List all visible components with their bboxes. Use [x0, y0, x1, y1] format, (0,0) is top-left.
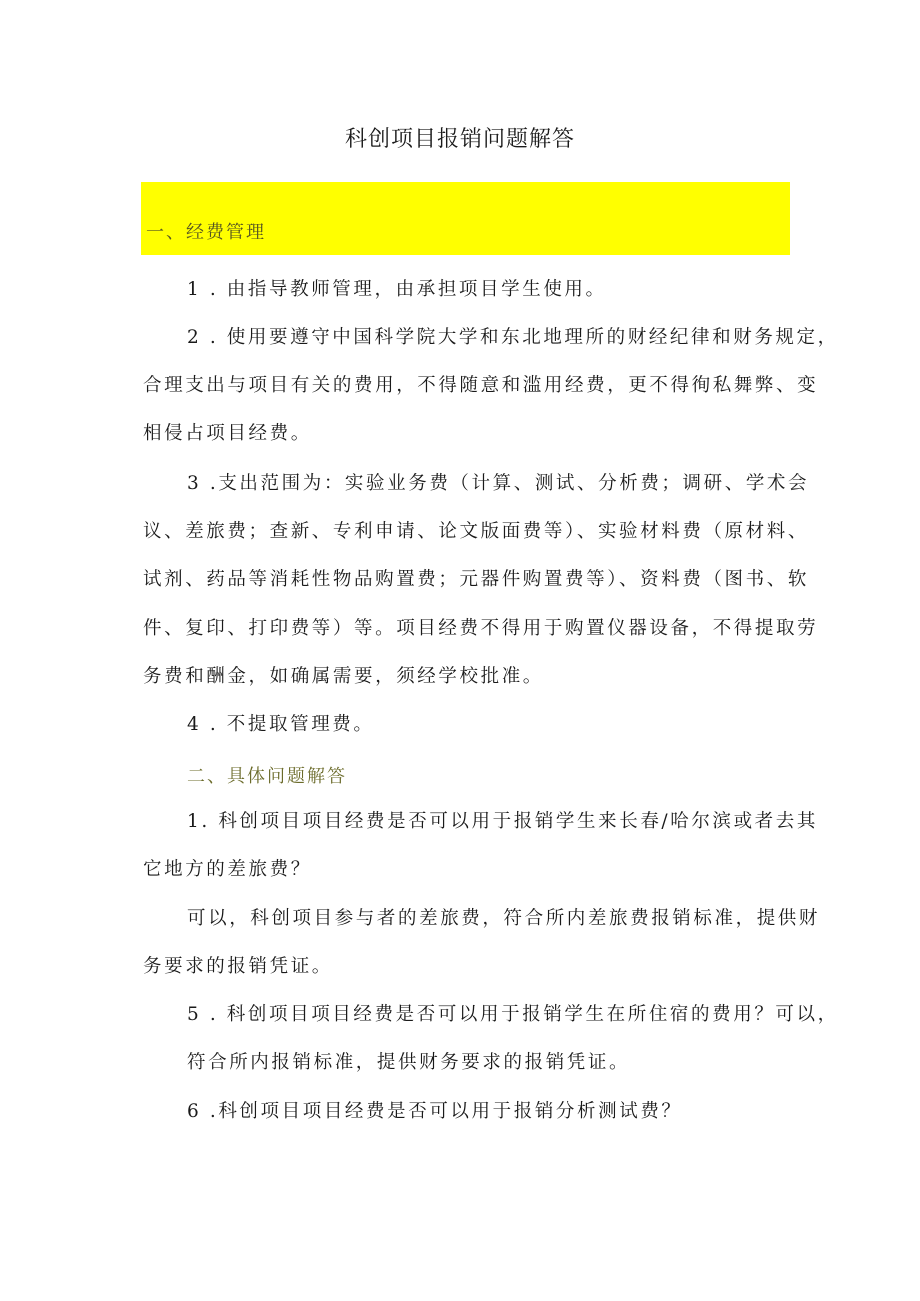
section-heading-funding-management: 一、经费管理: [146, 222, 266, 243]
question-1-line-2: 它地方的差旅费？: [143, 859, 312, 880]
paragraph-4-line-1: 4 . 不提取管理费。: [187, 714, 375, 735]
paragraph-3-line-4: 件、复印、打印费等）等。项目经费不得用于购置仪器设备，不得提取劳: [143, 618, 819, 639]
paragraph-2-line-3: 相侵占项目经费。: [143, 423, 312, 444]
paragraph-3-line-1: 3 .支出范围为：实验业务费（计算、测试、分析费；调研、学术会: [187, 473, 810, 494]
answer-1-line-2: 务要求的报销凭证。: [143, 956, 333, 977]
paragraph-3-line-3: 试剂、药品等消耗性物品购置费；元器件购置费等）、资料费（图书、软: [143, 569, 809, 590]
question-5-line-1: 5 . 科创项目项目经费是否可以用于报销学生在所住宿的费用？可以，: [187, 1004, 839, 1025]
paragraph-2-line-1: 2 . 使用要遵守中国科学院大学和东北地理所的财经纪律和财务规定，: [187, 327, 839, 348]
question-1-line-1: 1. 科创项目项目经费是否可以用于报销学生来长春/哈尔滨或者去其: [187, 811, 818, 832]
question-6-line-1: 6 .科创项目项目经费是否可以用于报销分析测试费？: [187, 1101, 683, 1122]
section-heading-specific-questions: 二、具体问题解答: [187, 766, 347, 787]
document-title: 科创项目报销问题解答: [344, 127, 575, 152]
paragraph-3-line-5: 务费和酬金，如确属需要，须经学校批准。: [143, 666, 544, 687]
paragraph-3-line-2: 议、差旅费；查新、专利申请、论文版面费等）、实验材料费（原材料、: [143, 521, 809, 542]
answer-1-line-1: 可以，科创项目参与者的差旅费，符合所内差旅费报销标准，提供财: [187, 908, 821, 929]
paragraph-1-line-1: 1 . 由指导教师管理，由承担项目学生使用。: [187, 279, 607, 300]
paragraph-2-line-2: 合理支出与项目有关的费用，不得随意和滥用经费，更不得徇私舞弊、变: [143, 375, 819, 396]
question-5-line-2: 符合所内报销标准，提供财务要求的报销凭证。: [187, 1052, 631, 1073]
